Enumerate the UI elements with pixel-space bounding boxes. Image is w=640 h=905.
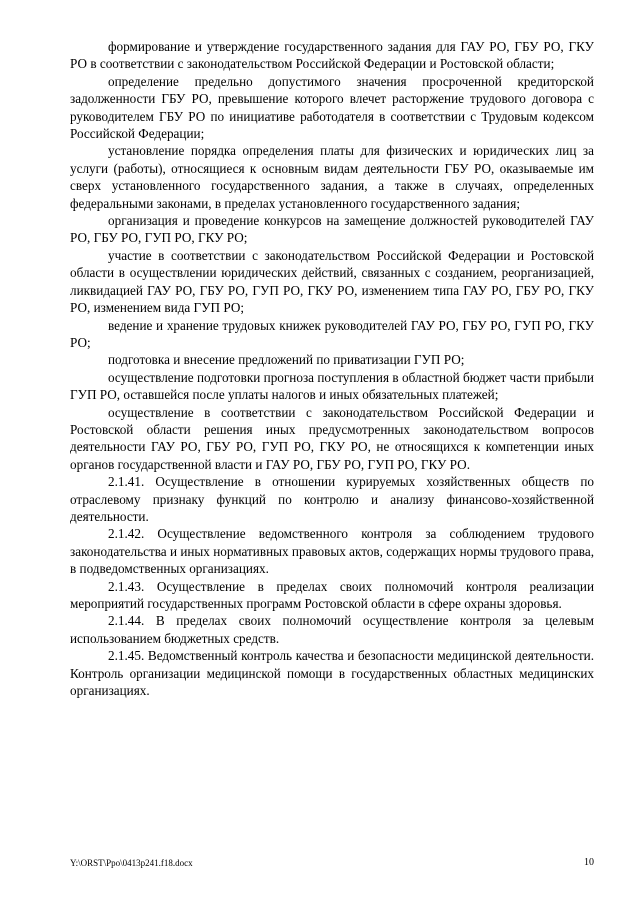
paragraph: подготовка и внесение предложений по приватизации ГУП РО; <box>108 352 465 368</box>
paragraph: ведение и хранение трудовых книжек руководителей ГАУ РО, ГБУ РО, ГУП РО, ГКУ РО; <box>70 317 594 350</box>
page-number: 10 <box>584 857 594 868</box>
document-body <box>70 38 594 699</box>
paragraph: установление порядка определения платы для физических и юридических лиц за услуги (работы), относящиеся к основным видам деятельности ГБУ РО, оказываемые им сверх установленного государственного задания, а также в случаях, определенных федеральными законами, в пределах установленного государственного задания; <box>70 143 594 211</box>
footer-file-path: Y:\ORST\Ppo\0413p241.f18.docx <box>70 858 193 868</box>
paragraph: определение предельно допустимого значения просроченной кредиторской задолженности ГБУ РО, превышение которого влечет расторжение трудового договора с руководителем ГБУ РО по инициативе работодателя в соответствии с Трудовым кодексом Российской Федерации; <box>70 73 594 142</box>
paragraph: участие в соответствии с законодательством Российской Федерации и Ростовской области в осуществлении юридических действий, связанных с созданием, реорганизацией, ликвидацией ГАУ РО, ГБУ РО, ГУП РО, ГКУ РО, изменением типа ГАУ РО, ГБУ РО, ГКУ РО, изменением вида ГУП РО; <box>70 247 594 316</box>
paragraph: 2.1.45. Ведомственный контроль качества и безопасности медицинской деятельности. Контроль организации медицинской помощи в государственных областных медицинских организациях. <box>70 648 594 699</box>
paragraph: осуществление подготовки прогноза поступления в областной бюджет части прибыли ГУП РО, оставшейся после уплаты налогов и иных обязательных платежей; <box>70 369 594 403</box>
paragraph: 2.1.42. Осуществление ведомственного контроля за соблюдением трудового законодательства и иных нормативных правовых актов, содержащих нормы трудового права, в подведомственных организациях. <box>70 526 594 577</box>
paragraph: 2.1.43. Осуществление в пределах своих полномочий контроля реализации мероприятий государственных программ Ростовской области в сфере охраны здоровья. <box>70 578 594 611</box>
paragraph: 2.1.44. В пределах своих полномочий осуществление контроля за целевым использованием бюджетных средств. <box>70 613 594 646</box>
paragraph: 2.1.41. Осуществление в отношении курируемых хозяйственных обществ по отраслевому признаку функций по контролю и анализу финансово-хозяйственной деятельности. <box>70 474 594 524</box>
paragraph: осуществление в соответствии с законодательством Российской Федерации и Ростовской области решения иных предусмотренных законодательством вопросов деятельности ГАУ РО, ГБУ РО, ГУП РО, ГКУ РО, не относящихся к компетенции иных органов государственной власти и ГАУ РО, ГБУ РО, ГУП РО, ГКУ РО. <box>70 404 594 472</box>
paragraph: организация и проведение конкурсов на замещение должностей руководителей ГАУ РО, ГБУ РО, ГУП РО, ГКУ РО; <box>70 213 594 246</box>
paragraph: формирование и утверждение государственного задания для ГАУ РО, ГБУ РО, ГКУ РО в соответствии с законодательством Российской Федерации и Ростовской области; <box>70 39 594 72</box>
